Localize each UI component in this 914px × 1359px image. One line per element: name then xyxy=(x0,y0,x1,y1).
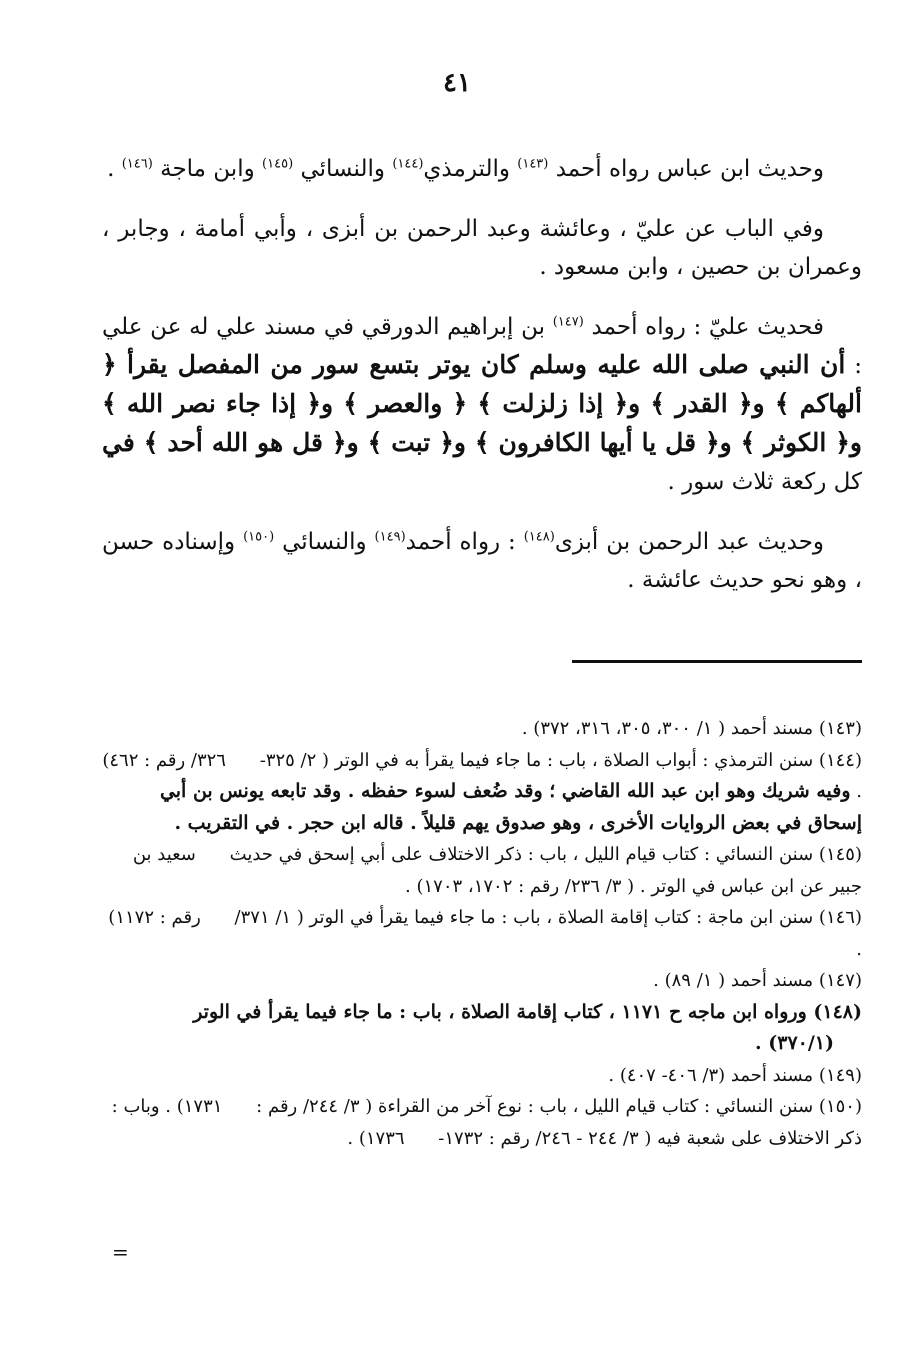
paragraph-text: والترمذي xyxy=(423,156,510,182)
paragraph-text: والنسائي xyxy=(282,529,367,555)
footnote-ref: (١٤٤) xyxy=(392,156,424,172)
paragraph-text: كل ركعة ثلاث سور . xyxy=(667,469,862,495)
footnote-number: (١٤٥) xyxy=(818,844,862,865)
footnote-text: مسند أحمد ( ١/ ٣٠٠، ٣٠٥، ٣١٦، ٣٧٢) . xyxy=(521,718,814,739)
paragraph-text: . xyxy=(107,156,115,182)
footnote-text: سنن النسائي : كتاب قيام الليل ، باب : نوع آخر من القراءة ( ٣/ ٢٤٤/ رقم : xyxy=(256,1096,814,1117)
footnote-continuation: سعيد بن جبير عن ابن عباس في الوتر . ( ٣/ ٢٣٦/ رقم : ١٧٠٢، ١٧٠٣) . xyxy=(132,844,862,897)
footnote-continuation: ١٧٣٦) . xyxy=(347,1127,405,1149)
footnote-ref: (١٤٧) xyxy=(552,314,584,330)
footnote-145 xyxy=(102,839,862,902)
footnote-number: (١٤٧) xyxy=(818,970,862,991)
footnote-number: (١٤٨) xyxy=(813,1000,862,1023)
paragraph-text: بن إبراهيم الدورقي في مسند علي له عن علي : xyxy=(102,314,863,379)
paragraph-text: وحديث عبد الرحمن بن أبزى xyxy=(554,529,825,555)
footnote-ref: (١٤٣) xyxy=(517,156,549,172)
paragraph-hadith-ali xyxy=(102,308,862,501)
footnote-ref: (١٤٦) xyxy=(121,156,153,172)
footnote-ref: (١٤٨) xyxy=(523,529,555,545)
paragraph-text: والنسائي xyxy=(300,156,385,182)
footnote-143 xyxy=(102,713,862,745)
footnote-number: (١٤٣) xyxy=(818,718,862,739)
footnote-text: سنن الترمذي : أبواب الصلاة ، باب : ما جاء فيما يقرأ به في الوتر ( ٢/ ٣٢٥- xyxy=(259,749,814,771)
paragraph-text: وإسناده حسن ، وهو نحو حديث عائشة . xyxy=(102,529,862,593)
hadith-text: أن النبي صلى الله عليه وسلم كان يوتر بتسع سور من المفصل يقرأ ﴿ ألهاكم ﴾ و﴿ القدر ﴾ و﴿ إذا زلزلت ﴾ ﴿ والعصر ﴾ و﴿ إذا جاء نصر الله ﴾ و﴿ الكوثر ﴾ و﴿ قل يا أيها الكافرون ﴾ و﴿ تبت ﴾ و﴿ قل هو الله أحد ﴾ في xyxy=(102,350,862,457)
footnote-text: ورواه ابن ماجه ح ١١٧١ ، كتاب إقامة الصلاة ، باب : ما جاء فيما يقرأ في الوتر xyxy=(193,1000,807,1023)
footnote-number: (١٤٩) xyxy=(818,1064,862,1086)
footnote-number: (١٤٦) xyxy=(818,907,862,928)
paragraph-bab xyxy=(102,210,862,286)
footnote-ref: (١٤٥) xyxy=(262,156,294,172)
footnote-continuation: رقم : ١١٧٢) . xyxy=(108,907,862,960)
footnote-149 xyxy=(102,1060,862,1092)
footnotes xyxy=(102,713,862,1154)
footnote-147 xyxy=(102,965,862,997)
paragraph-abdurrahman xyxy=(102,523,862,599)
paragraph-text: فحديث عليّ : رواه أحمد xyxy=(591,314,825,340)
footnote-continuation: ١٧٣١) . وباب : ذكر الاختلاف على شعبة فيه ( ٣/ ٢٤٤ - ٢٤٦/ رقم : ١٧٣٢- xyxy=(111,1096,862,1149)
footnote-continuation: (٣٧٠/١) . xyxy=(755,1032,834,1054)
footnote-continuation: ٣٢٦/ رقم : ٤٦٢) . xyxy=(102,749,862,802)
paragraph-text: وابن ماجة xyxy=(160,156,255,182)
footnote-150 xyxy=(102,1091,862,1154)
footnote-text: مسند أحمد (٣/ ٤٠٦- ٤٠٧) . xyxy=(608,1064,814,1086)
footnote-ref: (١٤٩) xyxy=(374,529,406,545)
footnote-number: (١٥٠) xyxy=(818,1096,862,1117)
footnote-ref: (١٥٠) xyxy=(243,529,275,545)
footnote-146 xyxy=(102,902,862,965)
footnote-144 xyxy=(102,745,862,840)
paragraph-ibn-abbas xyxy=(102,150,862,188)
main-text xyxy=(102,150,862,621)
paragraph-text: : رواه أحمد xyxy=(405,529,516,555)
footnote-bold-note: وفيه شريك وهو ابن عبد الله القاضي ؛ وقد ضُعف لسوء حفظه . وقد تابعه يونس بن أبي إسحاق في بعض الروايات الأخرى ، وهو صدوق يهم قليلاً . قاله ابن حجر . في التقريب . xyxy=(159,780,862,834)
footnote-text: سنن النسائي : كتاب قيام الليل ، باب : ذكر الاختلاف على أبي إسحق في حديث xyxy=(229,844,814,865)
paragraph-text: وحديث ابن عباس رواه أحمد xyxy=(555,156,824,182)
footnote-separator xyxy=(572,660,862,663)
page-number: ٤١ xyxy=(443,68,471,98)
footnote-number: (١٤٤) xyxy=(818,749,862,771)
footnote-text: سنن ابن ماجة : كتاب إقامة الصلاة ، باب : ما جاء فيما يقرأ في الوتر ( ١/ ٣٧١/ xyxy=(234,907,814,928)
footnote-148 xyxy=(102,997,862,1060)
paragraph-text: وفي الباب عن عليّ ، وعائشة وعبد الرحمن بن أبزى ، وأبي أمامة ، وجابر ، وعمران بن حصين ، وابن مسعود . xyxy=(102,216,862,280)
footnote-text: مسند أحمد ( ١/ ٨٩) . xyxy=(653,970,814,991)
continuation-mark: = xyxy=(112,1240,129,1264)
